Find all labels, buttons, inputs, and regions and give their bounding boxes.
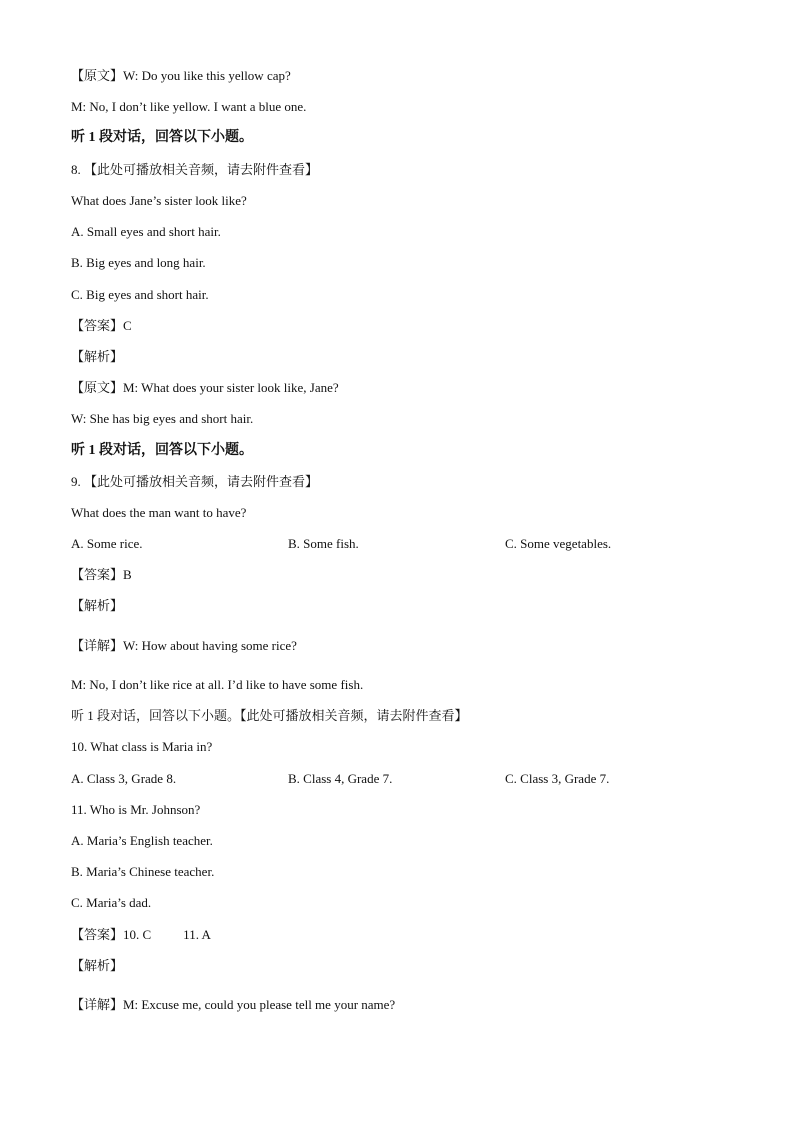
question-11-option-b: B. Maria’s Chinese teacher. — [71, 864, 215, 879]
section-instruction-audio: 听 1 段对话，回答以下小题。【此处可播放相关音频，请去附件查看】 — [71, 708, 468, 723]
question-10-option-c: C. Class 3, Grade 7. — [505, 771, 610, 786]
question-9-answer: 【答案】B — [71, 567, 132, 582]
question-8-audio: 8. 【此处可播放相关音频，请去附件查看】 — [71, 162, 319, 177]
question-10-option-a: A. Class 3, Grade 8. — [71, 771, 177, 786]
question-9-option-b: B. Some fish. — [288, 536, 359, 551]
question-9-text: What does the man want to have? — [71, 505, 247, 520]
transcript-q7-w: 【原文】W: Do you like this yellow cap? — [71, 68, 291, 83]
question-8-option-c: C. Big eyes and short hair. — [71, 287, 209, 302]
detail-q10-m: 【详解】M: Excuse me, could you please tell me your name? — [71, 997, 396, 1012]
question-8-option-a: A. Small eyes and short hair. — [71, 224, 221, 239]
answer-10: 【答案】10. C — [71, 927, 152, 942]
question-9-analysis-label: 【解析】 — [71, 598, 124, 613]
section-instruction: 听 1 段对话，回答以下小题。 — [71, 130, 253, 145]
question-9-option-a: A. Some rice. — [71, 536, 143, 551]
questions-10-11-analysis-label: 【解析】 — [71, 958, 124, 973]
question-8-analysis-label: 【解析】 — [71, 349, 124, 364]
question-9-audio: 9. 【此处可播放相关音频，请去附件查看】 — [71, 474, 319, 489]
transcript-q7-m: M: No, I don’t like yellow. I want a blue one. — [71, 99, 307, 114]
question-10-option-b: B. Class 4, Grade 7. — [288, 771, 393, 786]
question-8-text: What does Jane’s sister look like? — [71, 193, 247, 208]
answer-11: 11. A — [183, 927, 211, 942]
detail-q9-m: M: No, I don’t like rice at all. I’d like to have some fish. — [71, 677, 364, 692]
question-11-option-a: A. Maria’s English teacher. — [71, 833, 213, 848]
detail-q9-w: 【详解】W: How about having some rice? — [71, 638, 297, 653]
question-8-option-b: B. Big eyes and long hair. — [71, 255, 206, 270]
question-11-text: 11. Who is Mr. Johnson? — [71, 802, 201, 817]
transcript-q8-m: 【原文】M: What does your sister look like, Jane? — [71, 380, 339, 395]
questions-10-11-answer — [71, 927, 211, 943]
question-10-text: 10. What class is Maria in? — [71, 739, 213, 754]
question-9-option-c: C. Some vegetables. — [505, 536, 612, 551]
transcript-q8-w: W: She has big eyes and short hair. — [71, 411, 254, 426]
section-instruction: 听 1 段对话，回答以下小题。 — [71, 443, 253, 458]
question-8-answer: 【答案】C — [71, 318, 132, 333]
question-11-option-c: C. Maria’s dad. — [71, 895, 152, 910]
